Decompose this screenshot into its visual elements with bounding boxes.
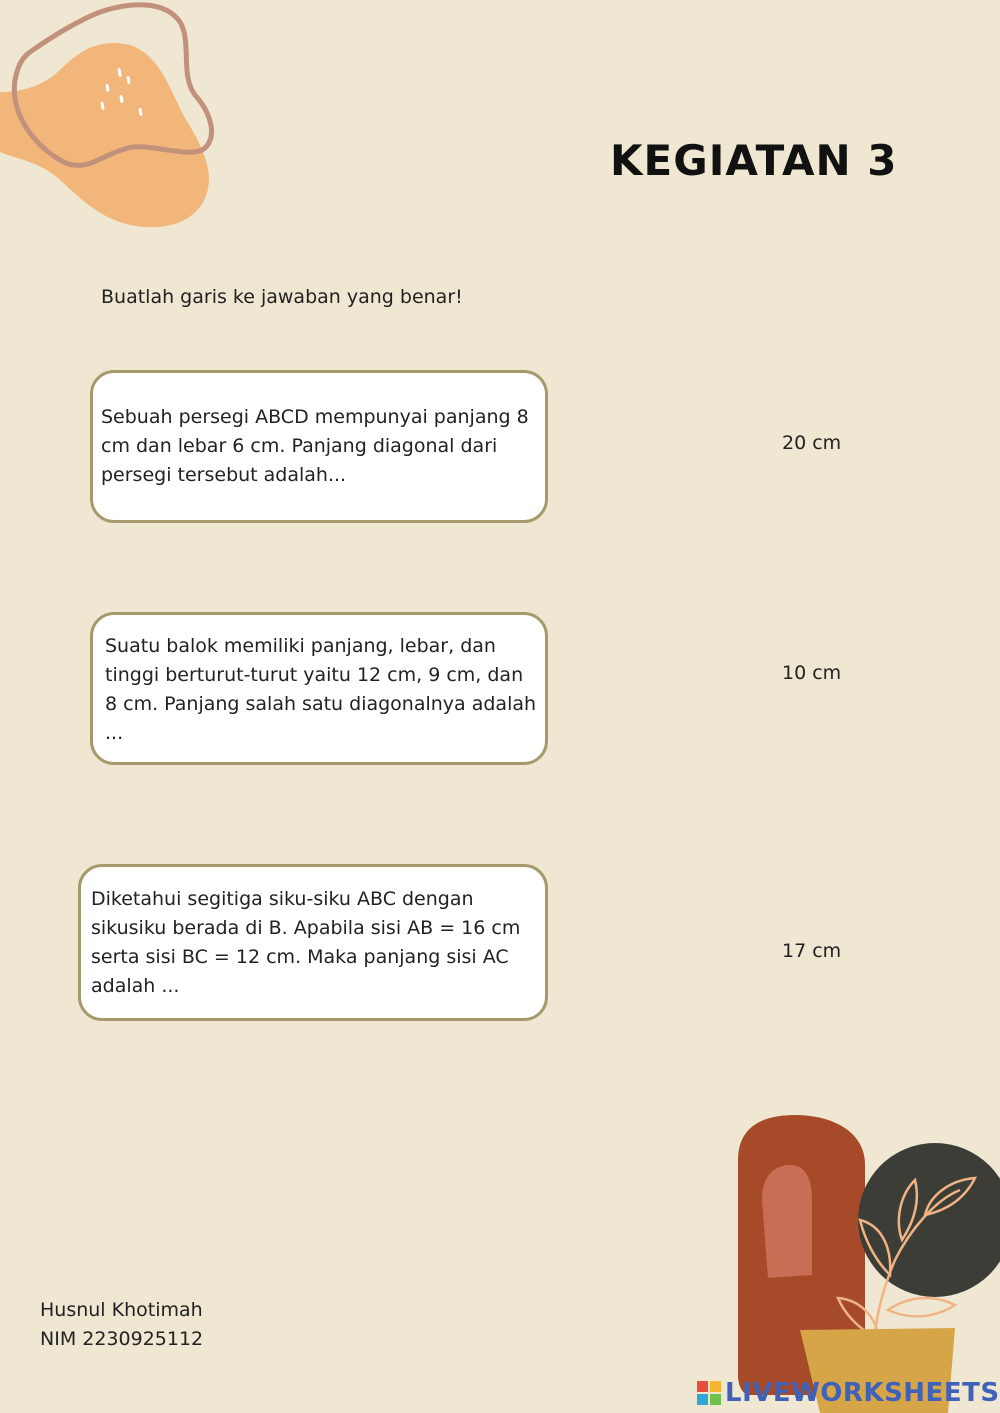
question-text: Sebuah persegi ABCD mempunyai panjang 8 cm dan lebar 6 cm. Panjang diagonal dari persegi tersebut adalah... — [101, 406, 529, 486]
question-box-1[interactable] — [90, 370, 548, 523]
author-info — [40, 1296, 203, 1354]
answer-option-2[interactable]: 10 cm — [782, 662, 842, 684]
question-text: Suatu balok memiliki panjang, lebar, dan tinggi berturut-turut yaitu 12 cm, 9 cm, dan 8 cm. Panjang salah satu diagonalnya adalah ... — [105, 635, 537, 744]
answer-option-1[interactable]: 20 cm — [782, 432, 842, 454]
instruction-text: Buatlah garis ke jawaban yang benar! — [101, 286, 463, 308]
liveworksheets-logo-icon — [697, 1381, 721, 1405]
question-box-3[interactable] — [78, 864, 548, 1021]
decorative-blob-illustration — [0, 0, 235, 235]
watermark-text: LIVEWORKSHEETS — [725, 1378, 1000, 1408]
liveworksheets-watermark — [697, 1378, 1000, 1408]
answer-option-3[interactable]: 17 cm — [782, 940, 842, 962]
dark-circle-shape — [858, 1143, 1000, 1297]
question-box-2[interactable] — [90, 612, 548, 765]
question-text: Diketahui segitiga siku-siku ABC dengan sikusiku berada di B. Apabila sisi AB = 16 cm serta sisi BC = 12 cm. Maka panjang sisi AC adalah ... — [91, 888, 521, 997]
author-name: Husnul Khotimah — [40, 1299, 203, 1321]
page-title: KEGIATAN 3 — [610, 136, 898, 185]
author-nim: NIM 2230925112 — [40, 1328, 204, 1350]
decorative-plant-illustration — [720, 1100, 1000, 1413]
inner-arch-shape — [762, 1165, 812, 1278]
